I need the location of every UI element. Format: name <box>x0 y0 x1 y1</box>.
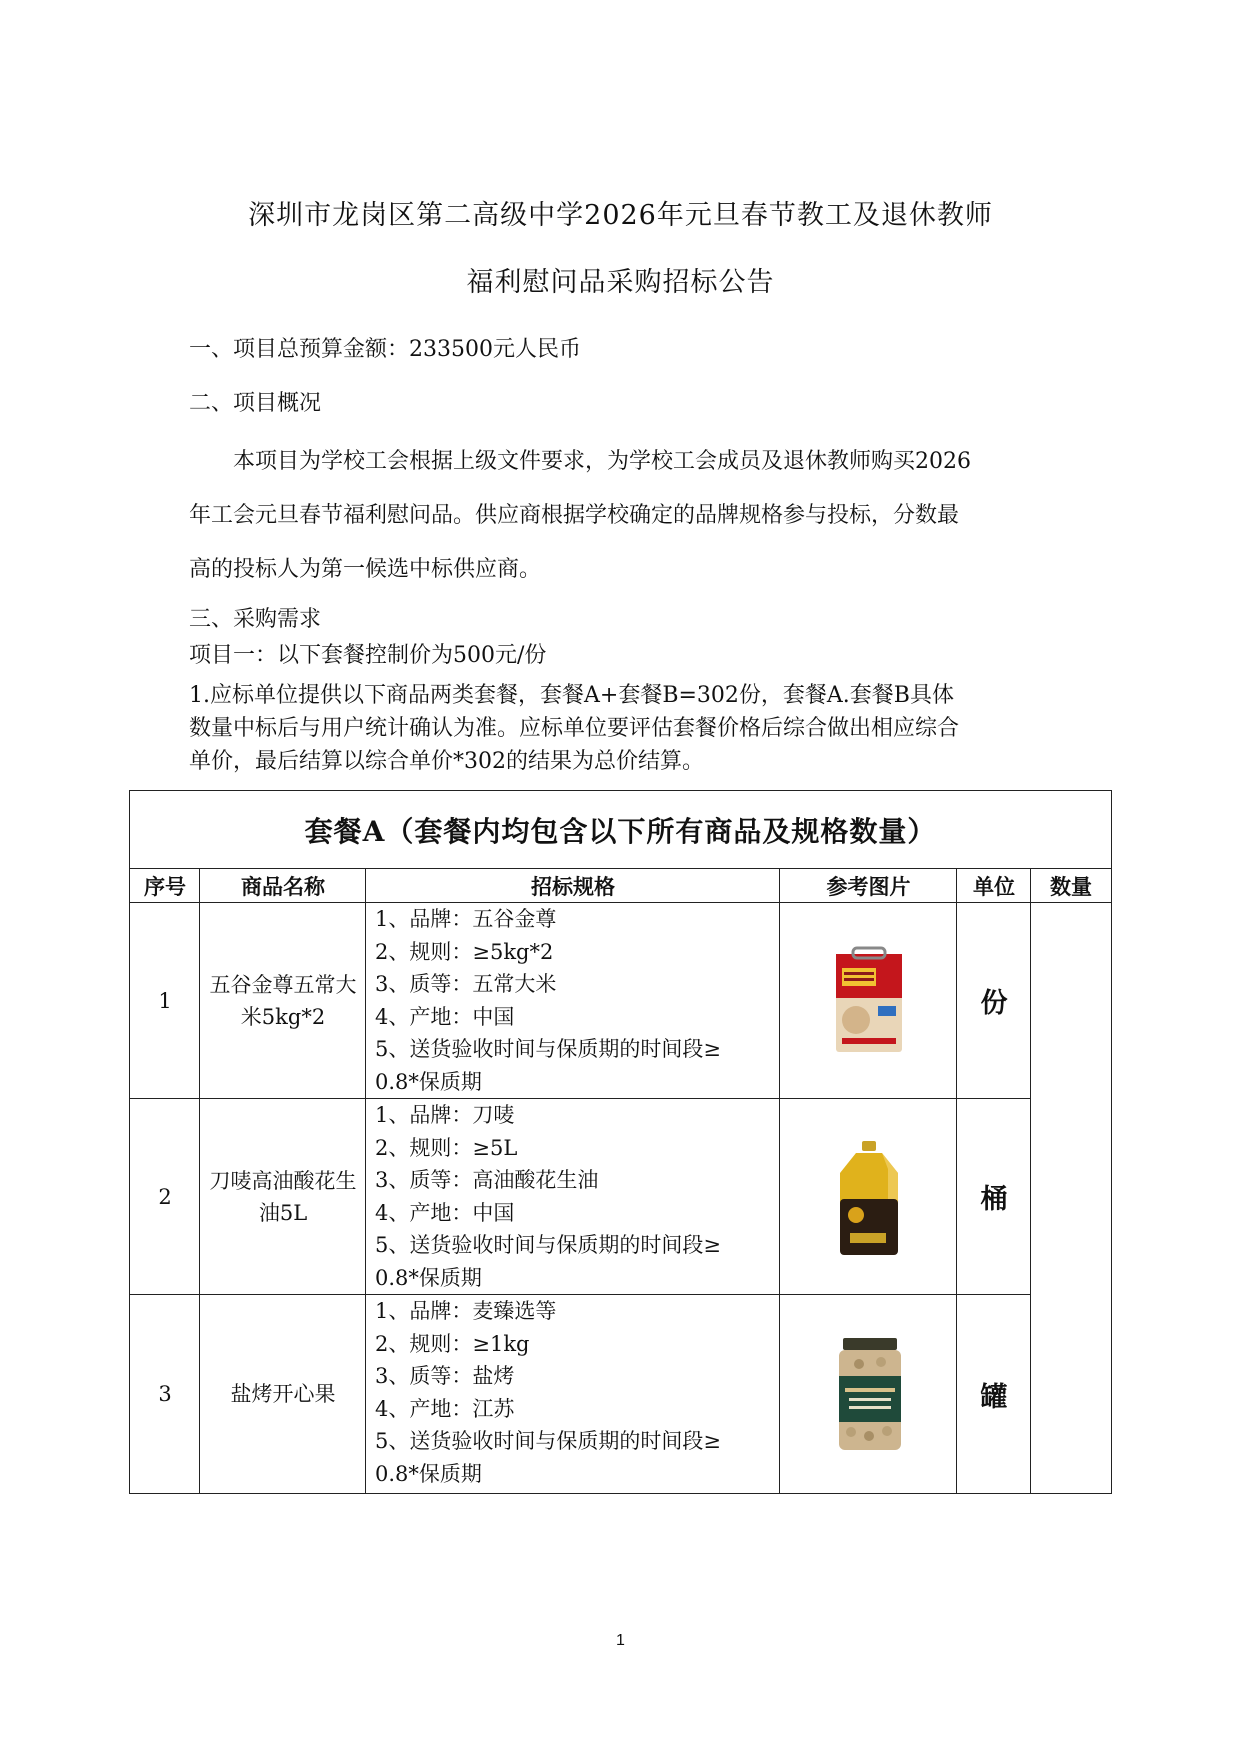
row3-spec <box>375 1295 721 1491</box>
spec-line: 3、质等：五常大米 <box>375 972 557 997</box>
requirement-heading: 三、采购需求 <box>189 607 322 632</box>
header-qty: 数量 <box>1050 873 1092 899</box>
spec-line: 4、产地：江苏 <box>375 1396 515 1421</box>
row2-unit: 桶 <box>980 1184 1008 1215</box>
spec-line: 1、品牌：五谷金尊 <box>375 907 557 931</box>
project-one-line: 项目一：以下套餐控制价为500元/份 <box>189 643 547 668</box>
doc-title-line2: 福利慰问品采购招标公告 <box>466 267 775 298</box>
pistachio-jar-image <box>825 1336 915 1452</box>
doc-title-line1: 深圳市龙岗区第二高级中学2026年元旦春节教工及退休教师 <box>248 200 993 231</box>
spec-line: 0.8*保质期 <box>375 1265 482 1290</box>
spec-line: 4、产地：中国 <box>375 1200 515 1225</box>
spec-line: 0.8*保质期 <box>375 1461 482 1486</box>
spec-line: 5、送货验收时间与保质期的时间段≥ <box>375 1429 721 1454</box>
overview-paragraph <box>189 435 1057 597</box>
spec-line: 2、规则：≥1kg <box>375 1331 530 1356</box>
col-divider <box>365 869 366 1493</box>
note-line-3: 单价，最后结算以综合单价*302的结果为总价结算。 <box>189 749 704 774</box>
rice-bag-image <box>798 946 938 1056</box>
spec-line: 2、规则：≥5kg*2 <box>375 939 554 964</box>
page-number: 1 <box>616 1632 625 1649</box>
row3-no: 3 <box>158 1382 172 1406</box>
header-image: 参考图片 <box>826 873 911 899</box>
spec-line: 3、质等：盐烤 <box>375 1364 515 1389</box>
row2-name: 刀唛高油酸花生油5L <box>209 1168 357 1225</box>
row1-unit: 份 <box>980 988 1008 1019</box>
note-paragraph <box>189 679 1061 778</box>
header-spec: 招标规格 <box>531 873 615 899</box>
row1-name: 五谷金尊五常大米5kg*2 <box>209 972 357 1029</box>
spec-line: 0.8*保质期 <box>375 1069 482 1094</box>
row1-no: 1 <box>158 988 172 1013</box>
overview-line-3: 高的投标人为第一候选中标供应商。 <box>189 557 542 582</box>
header-name: 商品名称 <box>241 873 325 899</box>
row3-name: 盐烤开心果 <box>230 1382 336 1406</box>
overview-line-2: 年工会元旦春节福利慰问品。供应商根据学校确定的品牌规格参与投标，分数最 <box>189 503 960 528</box>
row2-no: 2 <box>158 1184 172 1209</box>
spec-line: 4、产地：中国 <box>375 1004 515 1029</box>
header-unit: 单位 <box>973 873 1015 899</box>
note-line-2: 数量中标后与用户统计确认为准。应标单位要评估套餐价格后综合做出相应综合 <box>189 716 960 741</box>
row2-spec <box>375 1099 721 1295</box>
row1-spec <box>375 903 721 1099</box>
row3-unit: 罐 <box>980 1381 1008 1413</box>
col-divider <box>779 869 780 1493</box>
oil-bottle-image <box>810 1139 930 1259</box>
spec-line: 5、送货验收时间与保质期的时间段≥ <box>375 1233 721 1258</box>
overview-heading: 二、项目概况 <box>189 391 322 416</box>
note-line-1: 1.应标单位提供以下商品两类套餐，套餐A+套餐B=302份，套餐A.套餐B具体 <box>189 683 954 708</box>
spec-line: 1、品牌：麦臻选等 <box>375 1299 557 1323</box>
spec-line: 2、规则：≥5L <box>375 1135 518 1160</box>
spec-line: 3、质等：高油酸花生油 <box>375 1168 599 1193</box>
spec-line: 5、送货验收时间与保质期的时间段≥ <box>375 1037 721 1062</box>
package-table <box>129 790 1112 1494</box>
table-header-row <box>130 869 1111 903</box>
overview-line-1: 本项目为学校工会根据上级文件要求，为学校工会成员及退休教师购买2026 <box>233 449 971 474</box>
spec-line: 1、品牌：刀唛 <box>375 1103 515 1127</box>
budget-line: 一、项目总预算金额：233500元人民币 <box>189 337 581 362</box>
table-caption: 套餐A（套餐内均包含以下所有商品及规格数量） <box>130 791 1111 869</box>
header-no: 序号 <box>144 873 186 899</box>
